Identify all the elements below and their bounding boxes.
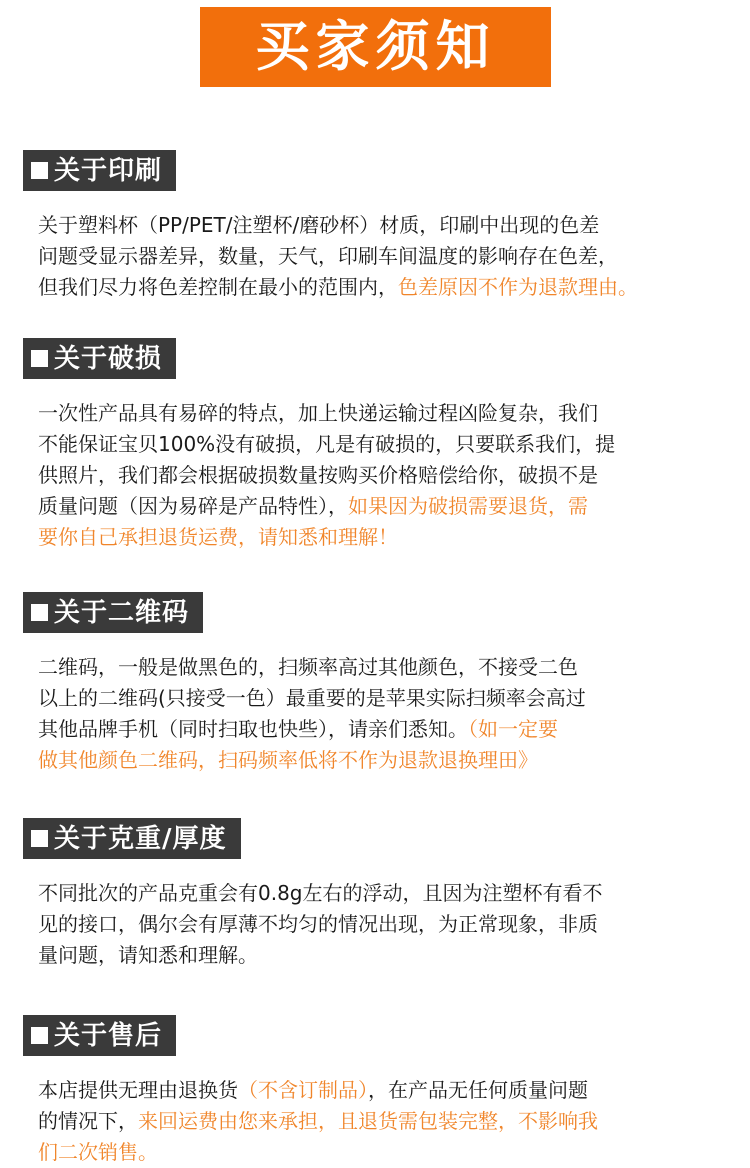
section-heading [23, 150, 176, 191]
page-banner [200, 7, 551, 87]
body-line: 问题受显示器差异，数量，天气，印刷车间温度的影响存在色差， [38, 244, 618, 268]
section-body [38, 398, 728, 553]
body-line: 但我们尽力将色差控制在最小的范围内，色差原因不作为退款理由。 [38, 275, 638, 299]
section-heading [23, 592, 203, 633]
square-bullet-icon [31, 162, 48, 179]
section-heading [23, 1015, 176, 1056]
square-bullet-icon [31, 1027, 48, 1044]
body-line: 量问题，请知悉和理解。 [38, 943, 258, 967]
body-line: 质量问题（因为易碎是产品特性），如果因为破损需要退货，需 [38, 494, 588, 518]
body-line: 一次性产品具有易碎的特点，加上快递运输过程凶险复杂，我们 [38, 401, 598, 425]
body-line: 本店提供无理由退换货（不含订制品），在产品无任何质量问题 [38, 1078, 588, 1102]
body-line: 二维码，一般是做黑色的，扫频率高过其他颜色，不接受二色 [38, 655, 578, 679]
body-line: 的情况下，来回运费由您来承担，且退货需包装完整，不影响我 [38, 1109, 598, 1133]
body-line: 见的接口，偶尔会有厚薄不均匀的情况出现，为正常现象，非质 [38, 912, 598, 936]
section-body [38, 1075, 728, 1168]
section-heading-text: 关于破损 [54, 343, 163, 374]
section-heading-text: 关于二维码 [54, 597, 190, 628]
section-body [38, 878, 728, 971]
highlight-text: 们二次销售。 [38, 1140, 158, 1164]
highlight-text: 做其他颜色二维码，扫码频率低将不作为退款退换理田》 [38, 748, 538, 772]
body-line: 其他品牌手机（同时扫取也快些），请亲们悉知。（如一定要 [38, 717, 558, 741]
body-line: 不能保证宝贝100%没有破损，凡是有破损的，只要联系我们，提 [38, 432, 616, 456]
body-line [38, 1137, 728, 1168]
highlight-text: 要你自己承担退货运费，请知悉和理解！ [38, 525, 398, 549]
body-line: 供照片，我们都会根据破损数量按购买价格赔偿给你，破损不是 [38, 463, 598, 487]
body-line: 以上的二维码(只接受一色）最重要的是苹果实际扫频率会高过 [38, 686, 586, 710]
section-body [38, 652, 728, 776]
section-heading-text: 关于印刷 [54, 155, 163, 186]
highlight-text: （如一定要 [468, 717, 558, 741]
highlight-text: 如果因为破损需要退货，需 [348, 494, 588, 518]
body-line [38, 522, 728, 553]
section-heading [23, 818, 241, 859]
section-body [38, 210, 728, 303]
section-heading-text: 关于克重/厚度 [54, 823, 227, 854]
page-title: 买家须知 [255, 15, 496, 78]
body-line: 关于塑料杯（PP/PET/注塑杯/磨砂杯）材质，印刷中出现的色差 [38, 213, 600, 237]
highlight-text: （不含订制品） [238, 1078, 368, 1102]
body-line: 不同批次的产品克重会有0.8g左右的浮动，且因为注塑杯有看不 [38, 881, 603, 905]
square-bullet-icon [31, 830, 48, 847]
body-line [38, 745, 728, 776]
section-heading [23, 338, 176, 379]
square-bullet-icon [31, 604, 48, 621]
highlight-text: 色差原因不作为退款理由。 [398, 275, 638, 299]
highlight-text: 来回运费由您来承担，且退货需包装完整，不影响我 [138, 1109, 598, 1133]
square-bullet-icon [31, 350, 48, 367]
section-heading-text: 关于售后 [54, 1020, 163, 1051]
